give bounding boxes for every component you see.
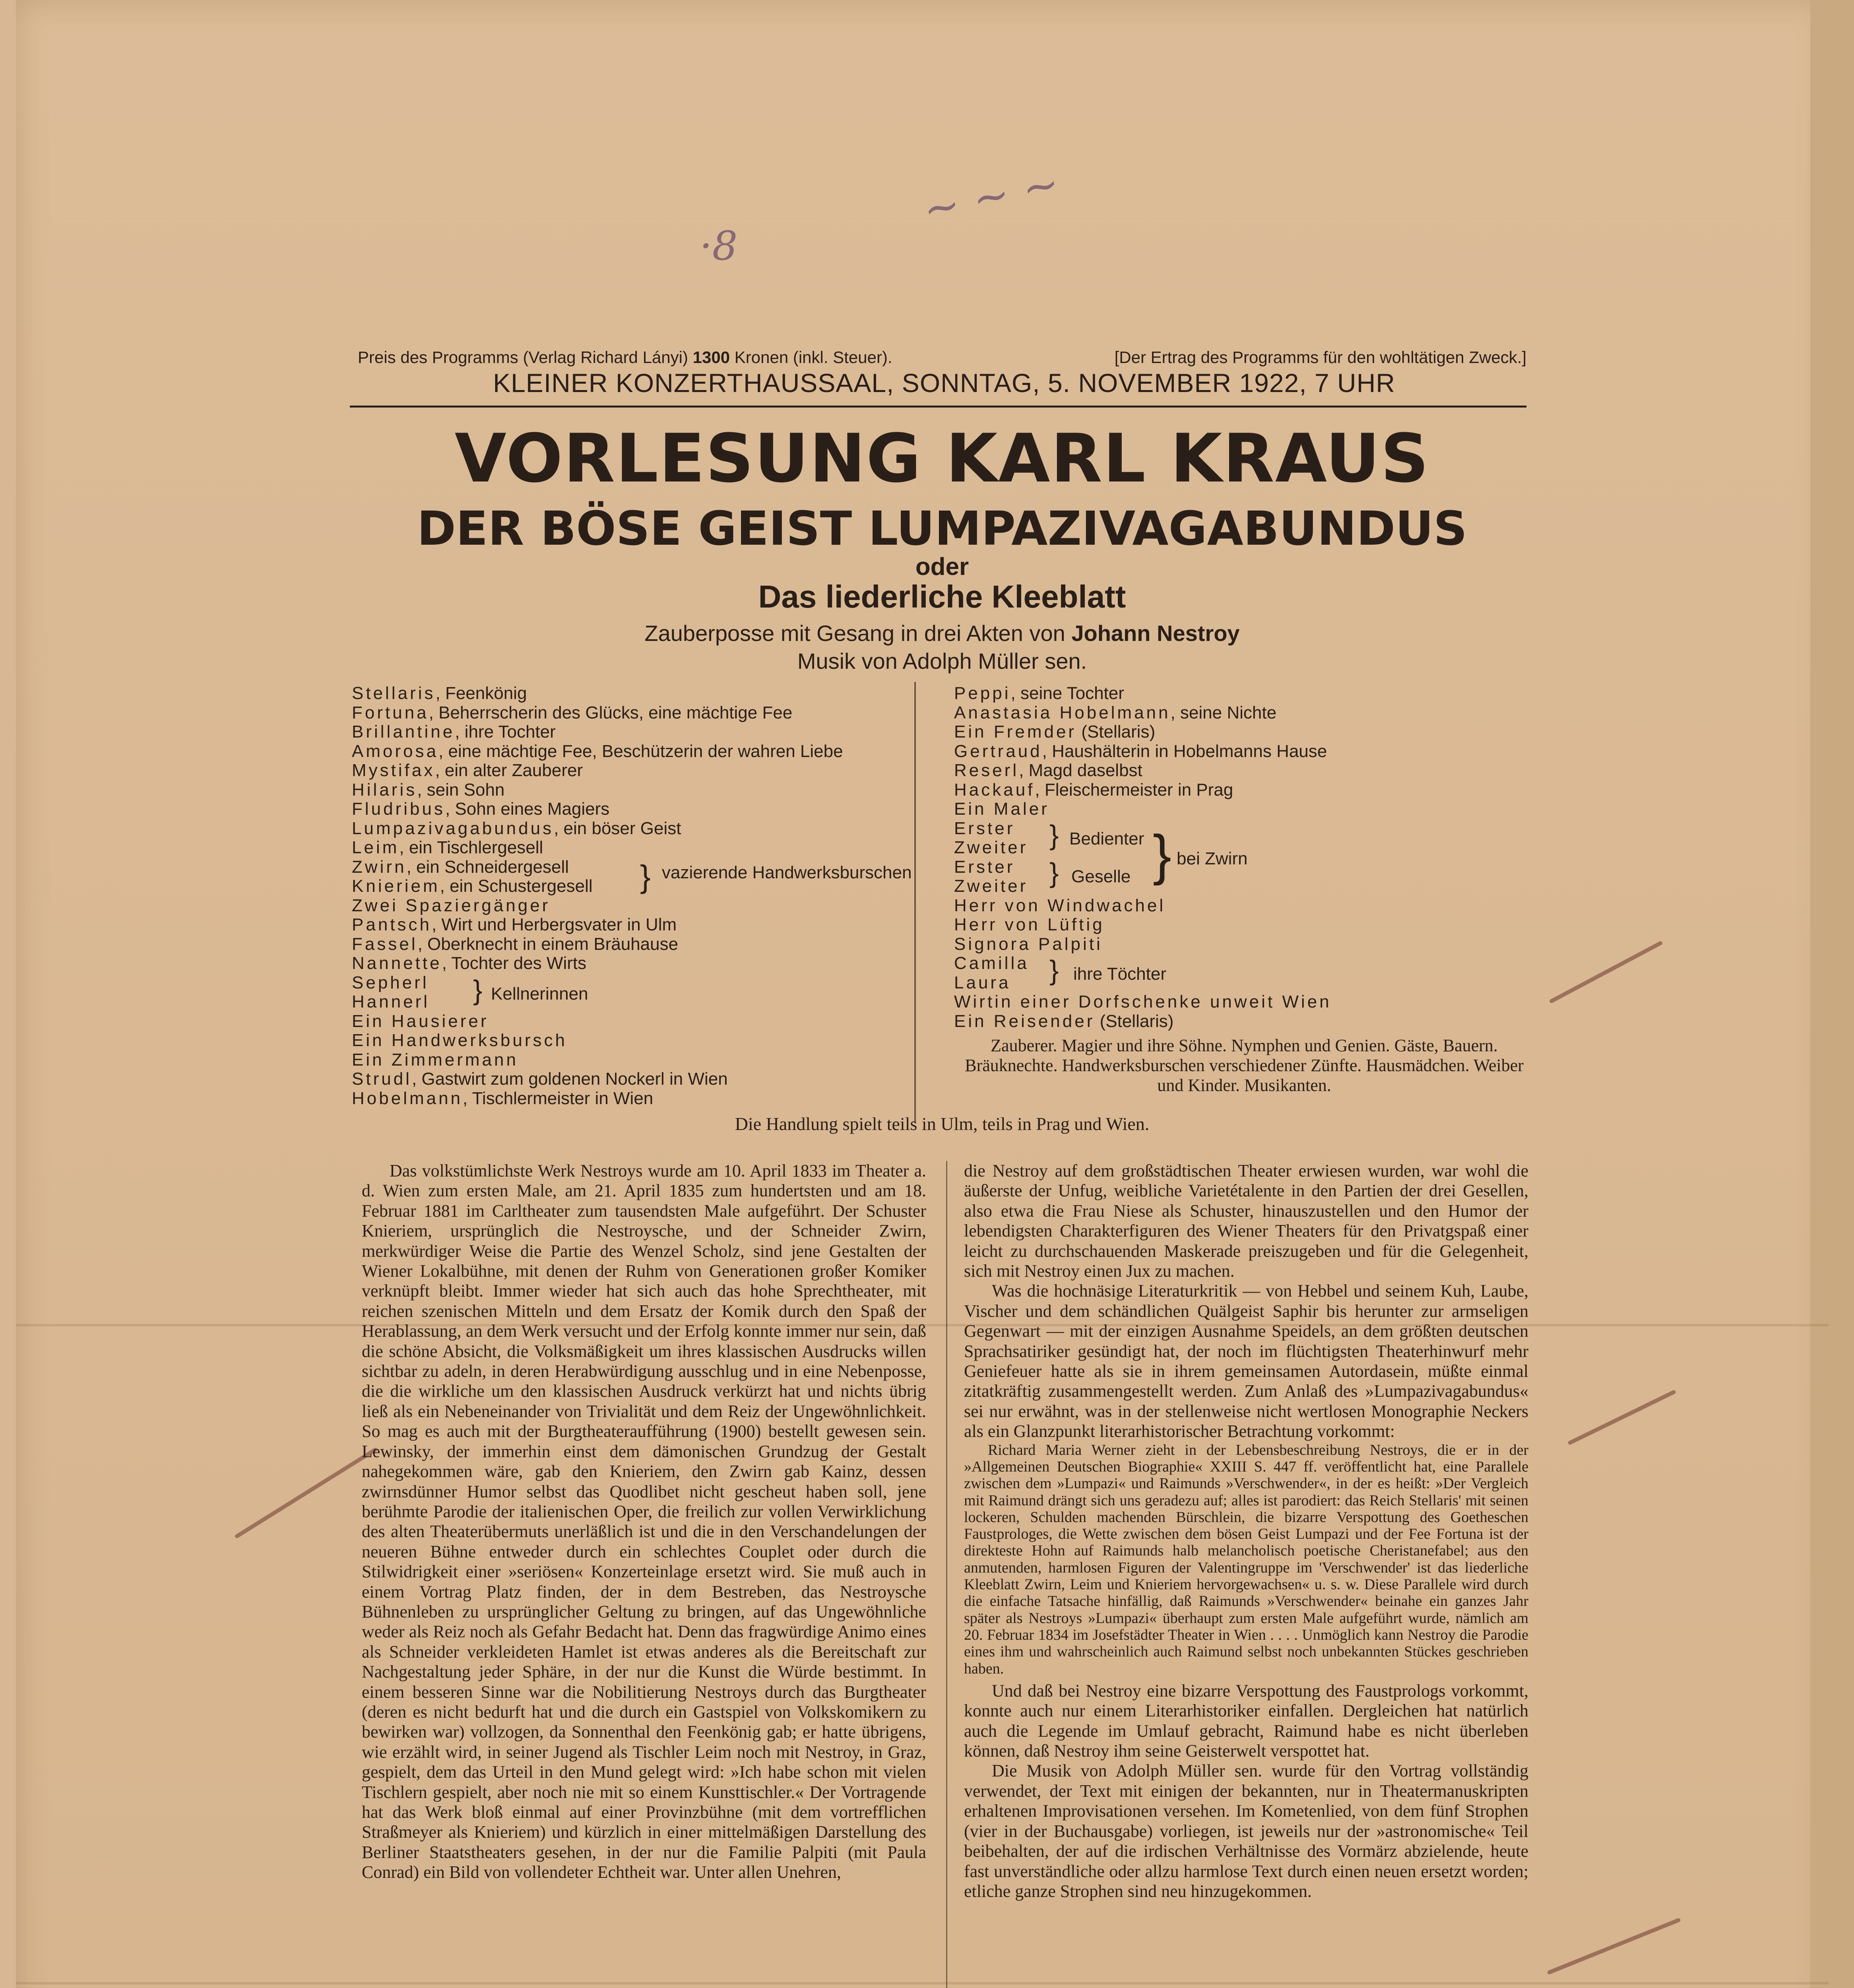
cast-name: Ein Handwerksbursch: [352, 1031, 567, 1050]
extras-note: Zauberer. Magier und ihre Söhne. Nymphen und Genien. Gäste, Bauern. Bräuknechte. Handwerksburschen verschiedener Zünfte. Hausmädchen. Weiber und Kinder. Musikanten.: [965, 1036, 1524, 1095]
cast-description: , ein Schustergesell: [440, 876, 593, 896]
cast-row: [352, 703, 916, 723]
cast-row: [352, 1012, 916, 1031]
cast-name: Stellaris: [352, 683, 436, 703]
cast-name: Hackauf: [954, 780, 1035, 800]
cast-name: Knieriem: [352, 876, 440, 896]
cast-name: Fassel: [352, 934, 418, 954]
essay-right-paragraph-4: Die Musik von Adolph Müller sen. wurde für den Vortrag vollständig verwendet, der Text mit einigen der bekannten, nur in Theatermanuskripten erhaltenen Improvisationen versehen. Im Kometenlied, von dem fünf Strophen (vier in der Buchausgabe) vorliegen, ist jeweils nur der »astronomische« Teil beibehalten, der auf die irdischen Verhältnisse des Vormärz abzielende, heute fast unverständliche oder allzu harmlose Text durch einen neuen ersetzt worden; etliche ganze Strophen sind neu hinzugekommen.: [964, 1761, 1528, 1901]
oder-label: oder: [915, 553, 969, 580]
cast-description: , Oberknecht in einem Bräuhause: [417, 934, 679, 954]
handwritten-note: ·8: [700, 223, 738, 269]
bracket-handwerk-brace: }: [640, 859, 651, 894]
cast-row: [954, 780, 1534, 800]
cast-row: [352, 780, 916, 800]
essay-right-paragraph-1: die Nestroy auf dem großstädtischen Theater erwiesen wurden, war wohl die äußerste der Unfug, weibliche Varietétalente in den Partien der drei Gesellen, also etwa die Frau Niese als Schuster, hinauszustellen und den Humor der lebendigsten Charakterfiguren des Wiener Theaters für den Privatgspaß einer leicht zu durchschauenden Maskerade preiszugeben und für die Gelegenheit, sich mit Nestroy einen Jux zu machen.: [964, 1161, 1528, 1281]
play-title: DER BÖSE GEIST LUMPAZIVAGABUNDUS: [417, 501, 1468, 556]
bracket-geselle: Geselle: [1071, 867, 1131, 886]
cast-description: , ein Tischlergesell: [399, 838, 543, 857]
genre-line: [358, 620, 1526, 646]
cast-description: (Stellaris): [1095, 1011, 1174, 1031]
cast-description: , ein Schneidergesell: [406, 857, 569, 877]
cast-row: [954, 915, 1534, 935]
setting-note: Die Handlung spielt teils in Ulm, teils in Prag und Wien.: [735, 1114, 1150, 1134]
cast-description: , Wirt und Herbergsvater in Ulm: [431, 915, 677, 934]
cast-description: , ihre Tochter: [455, 722, 556, 742]
bracket-kellner-brace: }: [473, 975, 483, 1006]
cast-row: [352, 992, 916, 1012]
play-subtitle: Das liederliche Kleeblatt: [758, 579, 1126, 614]
cast-name: Ein Reisender: [954, 1011, 1095, 1031]
cast-row: [954, 684, 1534, 703]
price-left-a: Preis des Programms (Verlag Richard Lányi): [358, 348, 688, 367]
handwritten-note: ~ ~ ~: [918, 157, 1064, 236]
cast-name: Hobelmann: [352, 1088, 463, 1108]
cast-row: [954, 703, 1534, 723]
essay-right-paragraph-3: Und daß bei Nestroy eine bizarre Verspottung des Faustprologs vorkommt, konnte auch nur einem Literarhistoriker einfallen. Dergleichen hat natürlich auch die Legende im Umlauf gebracht, Raimund habe es nicht überleben können, daß Nestroy ihm seine Geisterwelt verspottet hat.: [964, 1681, 1528, 1761]
cast-description: , Sohn eines Magiers: [445, 799, 610, 819]
cast-row: [352, 915, 916, 935]
cast-name: Gertraud: [954, 741, 1042, 761]
cast-description: , ein böser Geist: [554, 818, 681, 838]
cast-row: [954, 800, 1534, 819]
cast-row: [352, 896, 916, 916]
cast-name: Peppi: [954, 683, 1011, 703]
cast-row: [352, 1050, 916, 1070]
cast-row: [954, 935, 1534, 954]
essay-quote: Richard Maria Werner zieht in der Lebensbeschreibung Nestroys, die er in der »Allgemeinen Deutschen Biographie« XXIII S. 447 ff. veröffentlicht hat, eine Parallele zwischen dem »Lumpazi« und Raimunds »Verschwender«, in der es heißt: »Der Vergleich mit Raimund drängt sich uns geradezu auf; alles ist parodiert: das Reich Stellaris' mit seinen lockeren, Schulden machenden Bürschlein, die bizarre Verspottung des Goetheschen Faustprologes, die Wette zwischen dem bösen Geist Lumpazi und der Fee Fortuna ist der direkteste Hohn auf Raimunds halb melancholisch poetische Cheristanefabel; aus den anmutenden, harmlosen Figuren der Valentingruppe im 'Verschwender' ist das liederliche Kleeblatt Zwirn, Leim und Knieriem hervorgewachsen« u. s. w. Diese Parallele wird durch die einfache Tatsache hinfällig, daß Raimunds »Verschwender« beinahe ein ganzes Jahr später als Nestroys »Lumpazi« überhaupt zum ersten Male aufgeführt wurde, nämlich am 20. Februar 1834 im Josefstädter Theater in Wien . . . . Unmöglich kann Nestroy die Parodie eines ihm und wahrscheinlich auch Raimund selbst noch unbekannten Stückes geschrieben haben.: [964, 1441, 1528, 1677]
cast-name: Amorosa: [352, 741, 439, 761]
cast-description: , Fleischermeister in Prag: [1035, 780, 1233, 800]
bracket-zwirn: bei Zwirn: [1177, 849, 1248, 868]
bracket-toechter-brace: }: [1049, 955, 1059, 986]
cast-name: Strudl: [352, 1069, 412, 1089]
cast-row: [954, 992, 1534, 1012]
cast-name: Brillantine: [352, 722, 455, 742]
cast-name: Ein Fremder: [954, 722, 1077, 742]
cast-description: , Magd daselbst: [1019, 761, 1142, 780]
cast-row: [954, 722, 1534, 742]
cast-divider: [914, 682, 916, 1123]
cast-row: [352, 684, 916, 703]
author-name: Johann Nestroy: [1071, 621, 1240, 646]
cast-list-left: [352, 684, 916, 1108]
cast-name: Ein Maler: [954, 799, 1049, 819]
cast-row: [352, 761, 916, 780]
price-line: [358, 348, 1526, 367]
bracket-bediente: Bedienter: [1069, 829, 1144, 848]
essay-right-column: [964, 1161, 1528, 1901]
bracket-bediente-brace: }: [1049, 819, 1059, 850]
cast-name: Herr von Windwachel: [954, 895, 1166, 915]
cast-name: Hannerl: [352, 992, 430, 1011]
cast-name: Laura: [954, 973, 1011, 992]
price-right: [Der Ertrag des Programms für den wohltätigen Zweck.]: [1114, 348, 1526, 367]
cast-row: [352, 935, 916, 954]
cast-row: [352, 800, 916, 819]
cast-row: [352, 722, 916, 742]
page-title: VORLESUNG KARL KRAUS: [454, 419, 1430, 497]
cast-name: Mystifax: [352, 761, 435, 780]
cast-description: (Stellaris): [1076, 722, 1156, 742]
cast-name: Erster: [954, 818, 1015, 838]
cast-row: [954, 877, 1534, 896]
cast-name: Zweiter: [954, 876, 1028, 896]
cast-name: Reserl: [954, 761, 1019, 780]
venue-line: KLEINER KONZERTHAUSSAAL, SONNTAG, 5. NOVEMBER 1922, 7 UHR: [493, 368, 1395, 398]
cast-description: , Beherrscherin des Glücks, eine mächtige Fee: [429, 703, 793, 722]
cast-name: Ein Zimmermann: [352, 1050, 518, 1070]
genre-text: Zauberposse mit Gesang in drei Akten von: [644, 621, 1065, 646]
cast-row: [954, 761, 1534, 780]
cast-description: , eine mächtige Fee, Beschützerin der wahren Liebe: [438, 741, 843, 761]
cast-description: , ein alter Zauberer: [435, 761, 583, 780]
essay-right-paragraph-2: Was die hochnäsige Literaturkritik — von Hebbel und seinem Kuh, Laube, Vischer und dem schändlichen Quälgeist Saphir bis herunter zur armseligen Gegenwart — mit der einzigen Ausnahme Speidels, an dem größten deutschen Sprachsatiriker gesündigt hat, der noch im flüchtigsten Theaterhinwurf mehr Geniefeuer hatte als sie in ihrem gemeinsamen Autordasein, müßte einmal zitatkräftig zusammengestellt werden. Zum Anlaß des »Lumpazivagabundus« sei nur erwähnt, was in der stellenweise nicht wertlosen Monographie Neckers als ein Glanzpunkt literarhistorischer Betrachtung vorkommt:: [964, 1281, 1528, 1441]
bracket-zwirn-brace: }: [1153, 823, 1171, 886]
bracket-kellner: Kellnerinnen: [491, 984, 588, 1004]
cast-name: Signora Palpiti: [954, 934, 1103, 954]
cast-name: Leim: [352, 838, 400, 857]
cast-name: Wirtin einer Dorfschenke unweit Wien: [954, 992, 1332, 1011]
cast-description: , seine Nichte: [1170, 703, 1277, 722]
cast-name: Zweiter: [954, 838, 1028, 857]
cast-row: [954, 973, 1534, 993]
paper-fold: [16, 1982, 1829, 1984]
cast-name: Herr von Lüftig: [954, 915, 1105, 934]
cast-row: [954, 1012, 1534, 1031]
cast-name: Anastasia Hobelmann: [954, 703, 1171, 722]
cast-row: [352, 1031, 916, 1050]
header-rule: [350, 406, 1526, 408]
cast-description: , Tischlermeister in Wien: [463, 1088, 654, 1108]
cast-description: , Haushälterin in Hobelmanns Hause: [1042, 741, 1327, 761]
cast-name: Camilla: [954, 953, 1029, 973]
cast-row: [352, 973, 916, 993]
cast-description: , seine Tochter: [1010, 683, 1124, 703]
cast-name: Nannette: [352, 953, 442, 973]
cast-description: , Tochter des Wirts: [442, 953, 587, 973]
price-amount: 1300: [692, 348, 730, 367]
bracket-toechter: ihre Töchter: [1073, 964, 1166, 984]
cast-row: [954, 896, 1534, 916]
cast-name: Fludribus: [352, 799, 445, 819]
cast-description: , Gastwirt zum goldenen Nockerl in Wien: [411, 1069, 728, 1089]
essay-left-paragraph: Das volkstümlichste Werk Nestroys wurde am 10. April 1833 im Theater a. d. Wien zum ersten Male, am 21. April 1835 zum hundertsten und am 18. Februar 1881 im Carltheater zum tausendsten Male aufgeführt. Der Schuster Knieriem, ursprünglich die Nestroysche, und der Schneider Zwirn, merkwürdiger Weise die Partie des Wenzel Scholz, sind jene Gestalten der Wiener Lokalbühne, mit denen der Ruhm von Generationen großer Komiker verknüpft bleibt. Immer wieder hat sich auch das hohe Sprechtheater, mit reichen szenischen Mitteln und dem Ersatz der Komik durch den Spaß der Herablassung, an dem Werk versucht und der Erfolg konnte immer nur sein, daß die schöne Absicht, die Volksmäßigkeit um ihres klassischen Ausdrucks willen sichtbar zu adeln, in deren Herabwürdigung ausschlug und in eine Nebenposse, die die wirkliche um den klassischen Ausdruck verkürzt hat und nichts übrig ließ als ein Nebeneinander von Trivialität und dem Reiz der Ungewöhnlichkeit. So mag es auch mit der Burgtheateraufführung (1900) bestellt gewesen sein. Lewinsky, der immerhin einst dem dämonischen Grundzug der Gestalt nahegekommen wäre, gab den Knieriem, den Zwirn gab Kainz, dessen zwirnsdünner Humor selbst das Quodlibet nicht gescheut haben soll, jene berühmte Parodie der italienischen Oper, die freilich zur vollen Verwirklichung des alten Theaterübermuts unerläßlich ist und die in den Verschandelungen der neueren Bühne entweder durch ein schlechtes Couplet oder durch die Stilwidrigkeit einer »seriösen« Konzerteinlage ersetzt wird. Sie muß auch in einem Vortrag Platz finden, der in dem Bestreben, das Nestroysche Bühnenleben zu ursprünglicher Geltung zu bringen, auf das Ungewöhnliche weder als Reiz noch als Gefahr Bedacht hat. Denn das fragwürdige Animo eines als Schneider verkleideten Hamlet ist etwas anderes als die Bereitschaft zur Nachgestaltung jeder Sphäre, in der nur die Kunst die Würde bestimmt. In einem besseren Sinne war die Nobilitierung Nestroys durch das Burgtheater (deren es nicht bedurft hat und die durch ein Gastspiel von Volkskomikern zu bewirken war) vollzogen, da Sonnenthal den Feenkönig gab; er hatte übrigens, wie erzählt wird, in seiner Jugend als Tischler Leim noch mit Nestroy, in Graz, gespielt, dem das Urteil in den Mund gelegt wird: »Ich habe schon mit vielen Tischlern gespielt, aber noch nie mit so einem Kunsttischler.« Der Vortragende hat das Werk bloß einmal auf einer Provinzbühne (mit dem vortrefflichen Straßmeyer als Knieriem) und kürzlich in einer mittelmäßigen Darstellung des Berliner Staatstheaters gesehen, in der nur die Familie Palpiti (mit Paula Conrad) ein Bild von vollendeter Echtheit war. Unter allen Unehren,: [362, 1161, 926, 1882]
page-edge: [1810, 0, 1854, 1988]
cast-description: , Feenkönig: [435, 683, 527, 703]
cast-name: Erster: [954, 857, 1015, 877]
cast-name: Pantsch: [352, 915, 432, 934]
cast-row: [352, 819, 916, 839]
cast-row: [352, 742, 916, 761]
cast-name: Zwirn: [352, 857, 407, 877]
column-divider: [946, 1161, 947, 1988]
essay-left-column: [362, 1161, 926, 1883]
cast-name: Ein Hausierer: [352, 1011, 489, 1031]
bracket-geselle-brace: }: [1049, 857, 1059, 888]
cast-row: [352, 1070, 916, 1089]
cast-row: [954, 954, 1534, 973]
cast-name: Fortuna: [352, 703, 429, 722]
cast-row: [352, 954, 916, 973]
cast-name: Zwei Spaziergänger: [352, 895, 551, 915]
price-left-b: Kronen (inkl. Steuer).: [734, 348, 892, 367]
cast-name: Hilaris: [352, 780, 417, 800]
cast-row: [352, 1089, 916, 1109]
cast-row: [954, 819, 1534, 839]
cast-name: Sepherl: [352, 973, 429, 992]
cast-description: , sein Sohn: [417, 780, 505, 800]
cast-name: Lumpazivagabundus: [352, 818, 554, 838]
music-line: Musik von Adolph Müller sen.: [797, 648, 1087, 674]
cast-row: [954, 742, 1534, 761]
cast-row: [352, 838, 916, 858]
bracket-handwerk: vazierende Handwerksburschen: [662, 863, 912, 882]
